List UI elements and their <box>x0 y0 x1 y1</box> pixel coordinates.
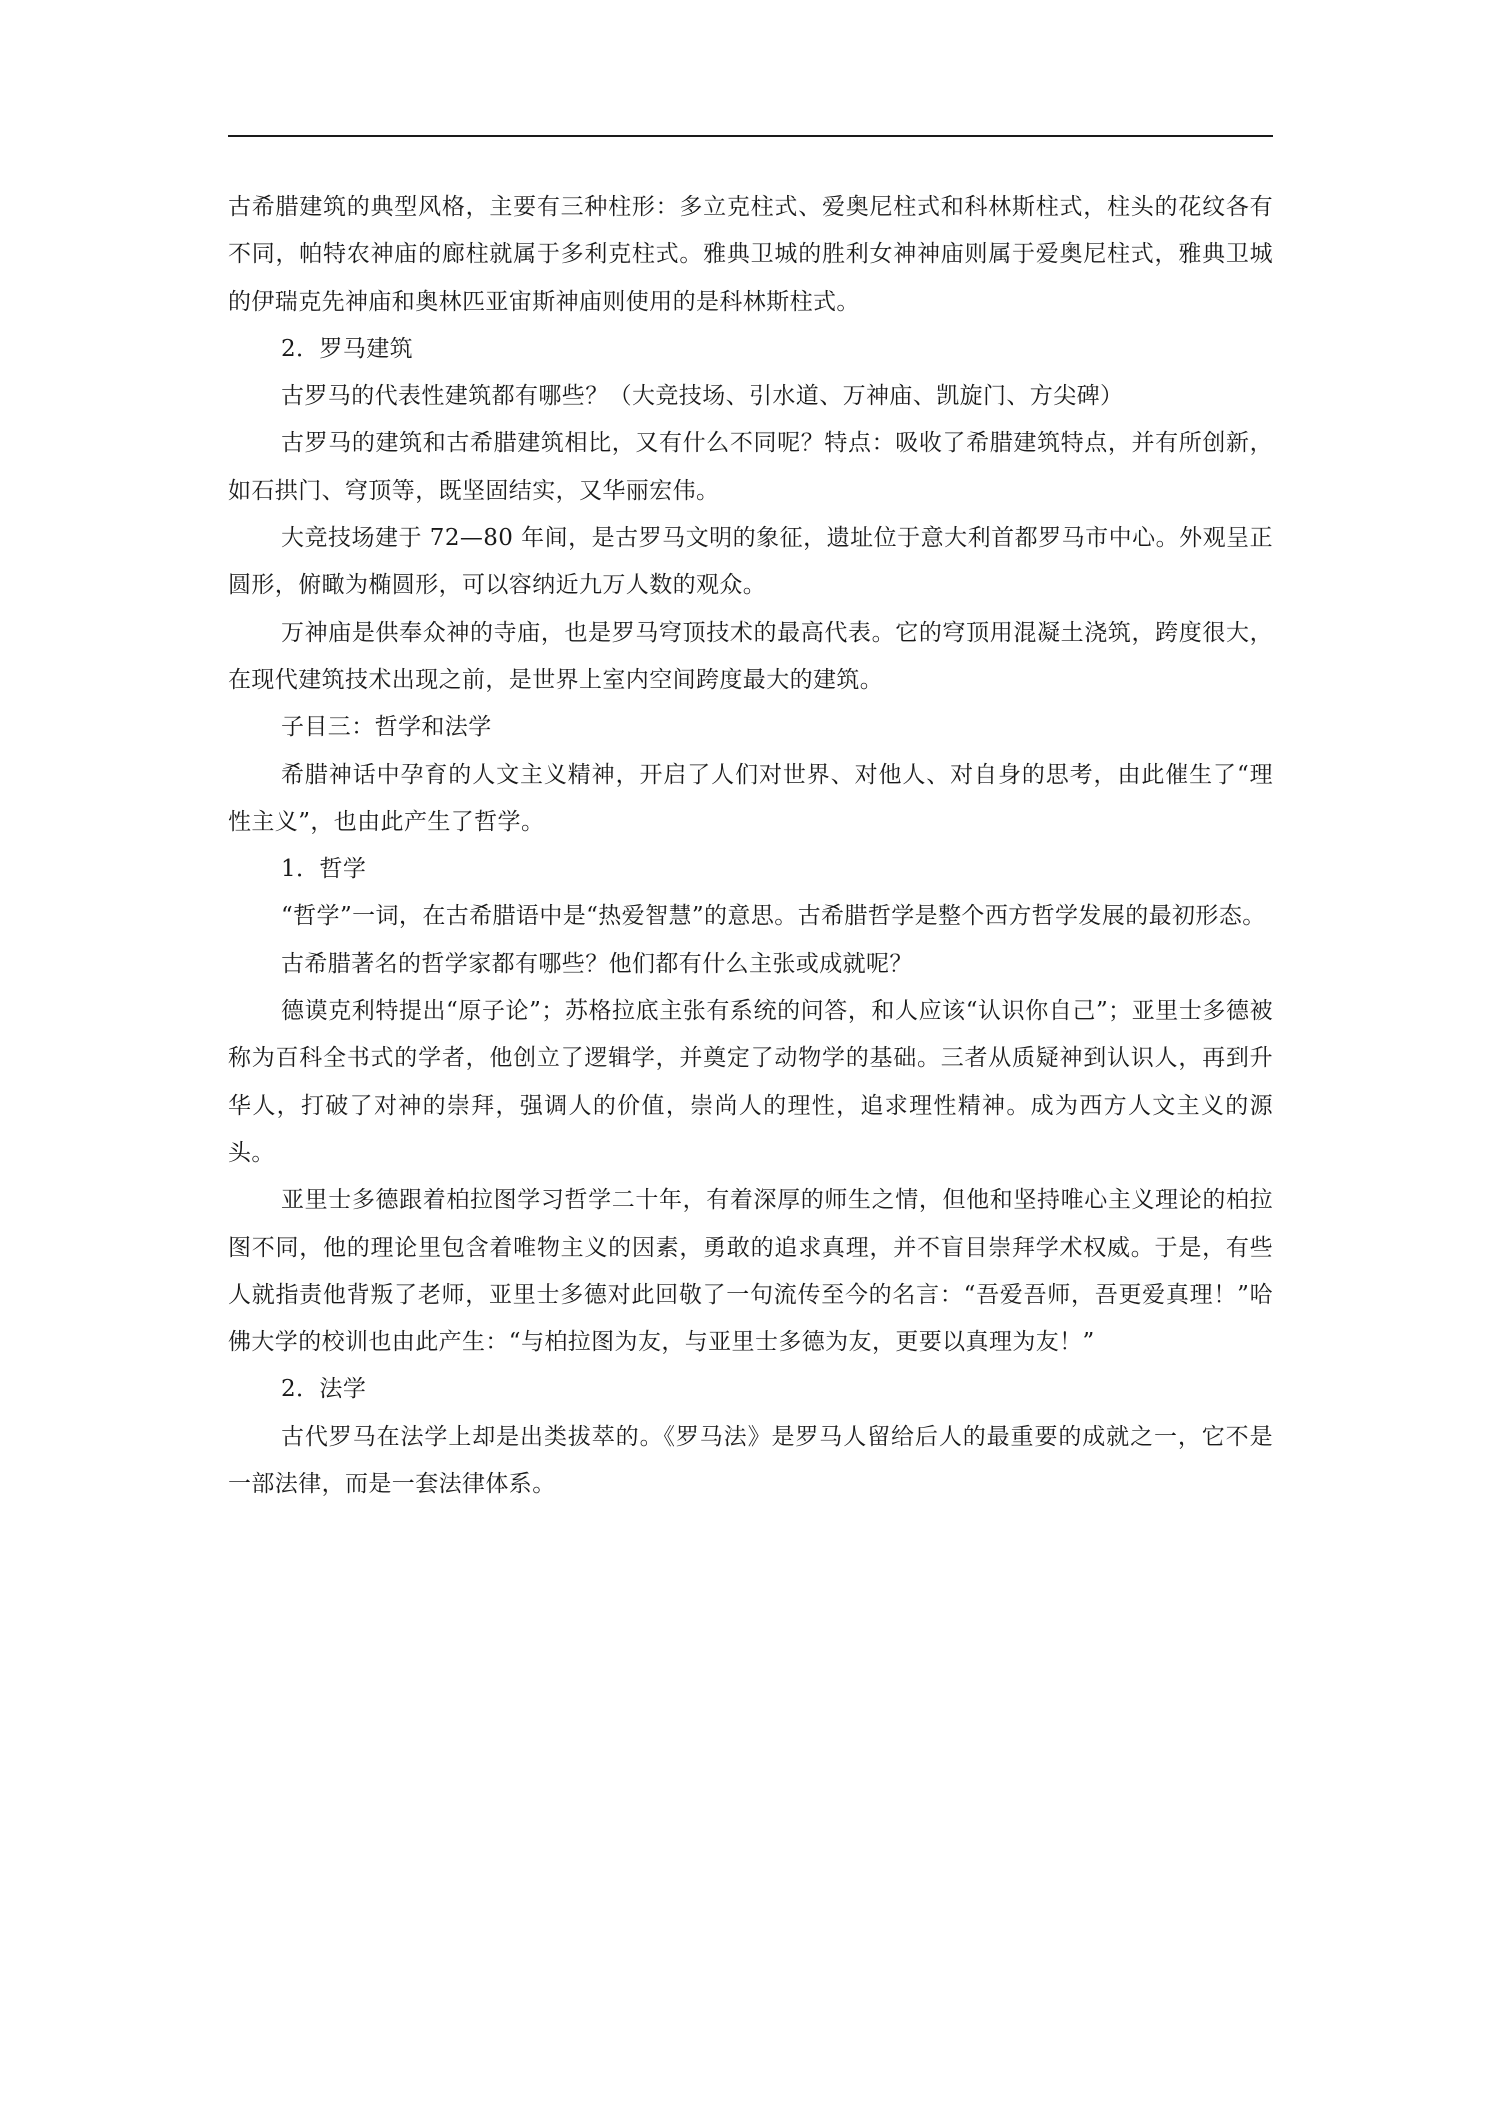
paragraph-philosophy-meaning: “哲学”一词，在古希腊语中是“热爱智慧”的意思。古希腊哲学是整个西方哲学发展的最初形态。 <box>281 903 1266 930</box>
paragraph-humanism: 希腊神话中孕育的人文主义精神，开启了人们对世界、对他人、对自身的思考，由此催生了“理性主义”，也由此产生了哲学。 <box>228 761 1273 835</box>
paragraph-roman-buildings-question: 古罗马的代表性建筑都有哪些？（大竞技场、引水道、万神庙、凯旋门、方尖碑） <box>281 383 1124 410</box>
paragraph-pantheon: 万神庙是供奉众神的寺庙，也是罗马穹顶技术的最高代表。它的穹顶用混凝土浇筑，跨度很大，在现代建筑技术出现之前，是世界上室内空间跨度最大的建筑。 <box>228 619 1273 693</box>
heading-law: 2．法学 <box>281 1376 367 1403</box>
paragraph-colosseum: 大竞技场建于 72—80 年间，是古罗马文明的象征，遗址位于意大利首都罗马市中心。外观呈正圆形，俯瞰为椭圆形，可以容纳近九万人数的观众。 <box>228 525 1273 599</box>
paragraph-philosophers: 德谟克利特提出“原子论”；苏格拉底主张有系统的问答，和人应该“认识你自己”；亚里士多德被称为百科全书式的学者，他创立了逻辑学，并奠定了动物学的基础。三者从质疑神到认识人，再到升华人，打破了对神的崇拜，强调人的价值，崇尚人的理性，追求理性精神。成为西方人文主义的源头。 <box>228 998 1273 1166</box>
body-text <box>228 184 1273 1508</box>
paragraph-greek-columns: 古希腊建筑的典型风格，主要有三种柱形：多立克柱式、爱奥尼柱式和科林斯柱式，柱头的花纹各有不同，帕特农神庙的廊柱就属于多利克柱式。雅典卫城的胜利女神神庙则属于爱奥尼柱式，雅典卫城的伊瑞克先神庙和奥林匹亚宙斯神庙则使用的是科林斯柱式。 <box>228 194 1273 315</box>
heading-roman-architecture: 2．罗马建筑 <box>281 335 414 362</box>
paragraph-roman-law: 古代罗马在法学上却是出类拔萃的。《罗马法》是罗马人留给后人的最重要的成就之一，它不是一部法律，而是一套法律体系。 <box>228 1423 1273 1498</box>
paragraph-philosophers-question: 古希腊著名的哲学家都有哪些？他们都有什么主张或成就呢？ <box>281 950 913 977</box>
heading-philosophy: 1．哲学 <box>281 856 367 883</box>
paragraph-roman-vs-greek: 古罗马的建筑和古希腊建筑相比，又有什么不同呢？特点：吸收了希腊建筑特点，并有所创新，如石拱门、穹顶等，既坚固结实，又华丽宏伟。 <box>228 430 1273 504</box>
header-rule <box>228 135 1273 137</box>
paragraph-aristotle: 亚里士多德跟着柏拉图学习哲学二十年，有着深厚的师生之情，但他和坚持唯心主义理论的柏拉图不同，他的理论里包含着唯物主义的因素，勇敢的追求真理，并不盲目崇拜学术权威。于是，有些人就指责他背叛了老师，亚里士多德对此回敬了一句流传至今的名言：“吾爱吾师，吾更爱真理！”哈佛大学的校训也由此产生：“与柏拉图为友，与亚里士多德为友，更要以真理为友！” <box>228 1187 1273 1356</box>
heading-subsection-three: 子目三：哲学和法学 <box>281 714 492 741</box>
